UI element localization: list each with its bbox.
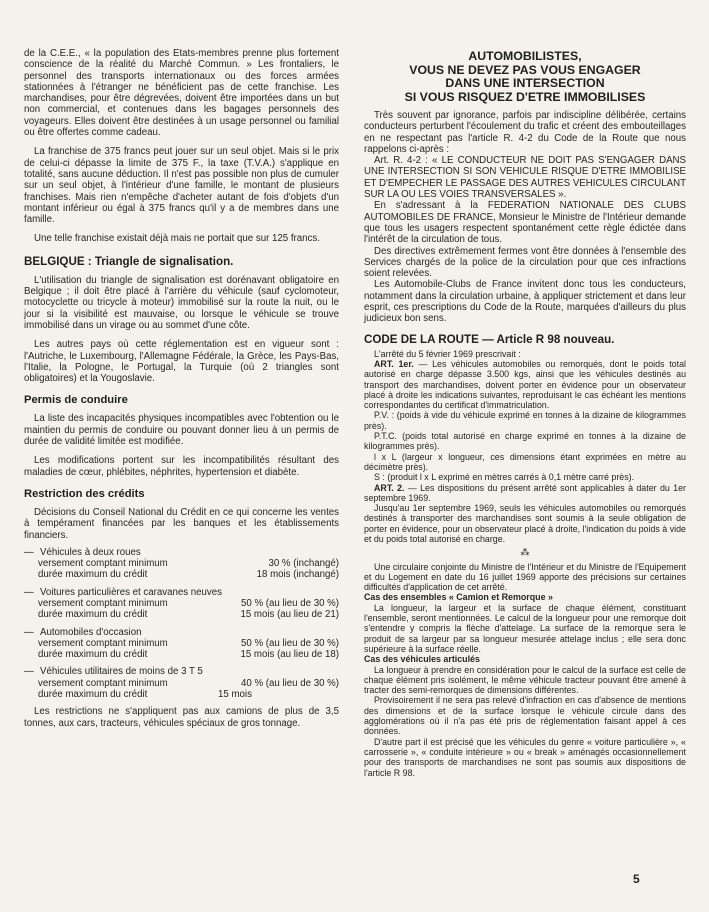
left-column (24, 48, 339, 737)
credit-label: versement comptant minimum (38, 637, 168, 649)
credit-label: versement comptant minimum (38, 558, 168, 570)
credit-label: durée maximum du crédit (38, 609, 148, 621)
credit-value: 15 mois (au lieu de 18) (240, 649, 339, 661)
paragraph-franchise-375: La franchise de 375 francs peut jouer sur un seul objet. Mais si le prix de celui-ci dépasse la limite de 375 F., la taxe (T.V.A.) s'applique en totalité, sans aucune déduction. Il n'est pas possible non plus de cumuler sur un seul objet, à l'intérieur d'une famille, le montant de plusieurs franchises. Mais rien n'empêche d'acheter autant de fois d'objets d'un montant inférieur ou égal à 375 francs qu'il y a de membres dans une famille. (24, 146, 339, 226)
paragraph-s: S : (produit l x L exprimé en mètres carrés à 0,1 mètre carré près). (374, 472, 635, 483)
paragraph-triangle: L'utilisation du triangle de signalisation est dorénavant obligatoire en Belgique ; il doit être placé à l'arrière du véhicule (sauf cyclomoteur, motocyclette ou tricycle à moteur) immobilisé sur la route la nuit, ou le jour si la visibilité est mauvaise, ou lorsque le véhicule se trouve immobilisé dans un virage ou au sommet d'une côte. (24, 274, 339, 331)
credit-label: durée maximum du crédit (38, 649, 148, 661)
paragraph-provisoirement: Provisoirement il ne sera pas relevé d'infraction en cas d'absence de mentions des dimensions et de la surface lorsque le véhicule circule dans des agglomérations où il n'a pas été pris de réglementation faisant appel à ces données. (364, 695, 686, 737)
subheading-camion-remorque: Cas des ensembles « Camion et Remorque » (364, 592, 553, 603)
art2-text: — Les dispositions du présent arrêté sont applicables à dater du 1er septembre 1969. (364, 482, 686, 503)
credit-value: 30 % (inchangé) (268, 558, 339, 570)
paragraph-intersection-1: Très souvent par ignorance, parfois par indiscipline délibérée, certains conducteurs perturbent l'écoulement du trafic et créent des embouteillages en ne respectant pas l'article R. 4-2 du Code de la Route que nous rappelons ci-après : (364, 110, 686, 155)
credit-value: 15 mois (au lieu de 21) (240, 609, 339, 621)
paragraph-arrete: L'arrêté du 5 février 1969 prescrivait : (374, 348, 521, 359)
credit-label: durée maximum du crédit (38, 689, 148, 701)
credit-value: 15 mois (218, 689, 252, 701)
paragraph-jusquau: Jusqu'au 1er septembre 1969, seuls les véhicules automobiles ou remorqués destinés à transporter des marchandises sont soumis à la seule obligation de porter en évidence, pour un observateur placé à droite, l'indication du poids à vide et du poids total autorisé en charge. (364, 503, 686, 544)
art2-label: ART. 2. (374, 482, 405, 493)
credit-item-utilitaires (24, 666, 339, 700)
dash-mark: — (24, 666, 34, 678)
paragraph-voiture-particuliere: D'autre part il est précisé que les véhicules du genre « voiture particulière », « carrosserie », « conduite intérieure » ou « break » aménagés occasionnellement pour des transports de marchandises ne sont pas soumis aux dispositions de l'article R 98. (364, 736, 686, 778)
credit-value: 40 % (au lieu de 30 %) (240, 677, 339, 689)
paragraph-automobile-clubs: Les Automobile-Clubs de France invitent donc tous les conducteurs, notamment dans la circulation urbaine, à appliquer strictement et dans leur esprit, ces prescriptions du Code de la Route, marquées d'ailleurs du plus judicieux bon sens. (364, 279, 686, 325)
credit-title: Automobiles d'occasion (40, 626, 142, 638)
credit-label: versement comptant minimum (38, 677, 168, 689)
paragraph-federation: En s'adressant à la FEDERATION NATIONALE DES CLUBS AUTOMOBILES DE FRANCE, Monsieur le Ministre de l'Intérieur demande que tous les usagers respectent spontanément cette règle édictée dans l'intérêt de la circulation de tous. (364, 200, 686, 246)
right-column (364, 48, 686, 778)
credit-item-voitures-neuves (24, 587, 339, 621)
paragraph-directives: Des directives extrêmement fermes vont être données à l'ensemble des Services chargés de la police de la circulation pour que ces infractions soient relevées. (364, 245, 686, 280)
art1-label: ART. 1er. (374, 358, 414, 369)
credit-value: 50 % (au lieu de 30 %) (240, 597, 339, 609)
paragraph-lxl: l x L (largeur x longueur, ces dimensions étant exprimées en mètre au décimètre près). (364, 451, 686, 472)
paragraph-articules: La longueur à prendre en considération pour le calcul de la surface est celle de chaque élément pris isolément, le même véhicule tracteur pouvant être amené à tracter des semi-remorques de dimensions différentes. (364, 664, 686, 696)
article-r98-body (364, 349, 686, 778)
paragraph-credits-exceptions: Les restrictions ne s'appliquent pas aux camions de plus de 3,5 tonnes, aux cars, tracteurs, véhicules spéciaux de gros tonnage. (24, 706, 339, 729)
heading-permis: Permis de conduire (24, 394, 128, 407)
banner-line: SI VOUS RISQUEZ D'ETRE IMMOBILISES (404, 89, 646, 104)
paragraph-circulaire: Une circulaire conjointe du Ministre de l'Intérieur et du Ministre de l'Equipement et du Logement en date du 16 juillet 1969 apporte des précisions sur certaines difficultés d'application de cet arrêté. (364, 561, 686, 593)
paragraph-ptc: P.T.C. (poids total autorisé en charge exprimé en tonnes à la dizaine de kilogrammes près). (364, 431, 686, 452)
banner-line: VOUS NE DEVEZ PAS VOUS ENGAGER (409, 62, 641, 77)
dash-mark: — (24, 546, 34, 558)
paragraph-credits-intro: Décisions du Conseil National du Crédit en ce qui concerne les ventes à tempérament financées par les banques et les établissements financiers. (24, 506, 339, 541)
credit-value: 18 mois (inchangé) (256, 569, 339, 581)
paragraph-article-r42: Art. R. 4-2 : « LE CONDUCTEUR NE DOIT PAS S'ENGAGER DANS UNE INTERSECTION SI SON VEHICULE RISQUE D'ETRE IMMOBILISE ET D'EMPECHER LE PASSAGE DES AUTRES VEHICULES CIRCULANT SUR LA OU LES VOIES TRANSVERSALES ». (364, 155, 686, 201)
paragraph-franchise-125: Une telle franchise existait déjà mais ne portait que sur 125 francs. (34, 233, 320, 245)
banner-line: DANS UNE INTERSECTION (445, 76, 605, 90)
heading-code-route: CODE DE LA ROUTE — Article R 98 nouveau. (364, 332, 615, 346)
banner-line: AUTOMOBILISTES, (468, 49, 582, 63)
credit-label: durée maximum du crédit (38, 569, 148, 581)
credit-item-occasion (24, 627, 339, 661)
credit-item-deux-roues (24, 547, 339, 581)
banner-title (364, 50, 686, 104)
subheading-articules: Cas des véhicules articulés (364, 654, 480, 665)
heading-credits: Restriction des crédits (24, 487, 145, 500)
paragraph-pv: P.V. : (poids à vide du véhicule exprimé en tonnes à la dizaine de kilogrammes près). (364, 410, 686, 431)
paragraph-other-countries: Les autres pays où cette réglementation est en vigueur sont : l'Autriche, le Luxembourg, l'Allemagne Fédérale, la Grèce, les Pays-Bas, l'Italie, la Pologne, le Portugal, la Turquie (où 2 triangles sont obligatoires) et la Yougoslavie. (24, 339, 339, 385)
paragraph-art2 (364, 483, 686, 504)
credit-title: Véhicules utilitaires de moins de 3 T 5 (40, 666, 203, 678)
paragraph-camion-remorque: La longueur, la largeur et la surface de chaque élément, constituant l'ensemble, seront mentionnées. Le calcul de la longueur pour une remorque doit s'entendre y compris la flèche d'attelage. La surface de la remorque sera le produit de sa largeur par sa longueur mesurée attelage inclus ; elle sera donc supérieure à la surface réelle. (364, 602, 686, 654)
credit-title: Voitures particulières et caravanes neuves (40, 586, 223, 598)
paragraph-permis-1: La liste des incapacités physiques incompatibles avec l'obtention ou le maintien du permis de conduire ou pouvant donner lieu à un permis de durée de validité limitée est modifiée. (24, 413, 339, 448)
dash-mark: — (24, 626, 34, 638)
heading-belgique: BELGIQUE : Triangle de signalisation. (24, 254, 234, 268)
art1-text: — Les véhicules automobiles ou remorqués, dont le poids total autorisé en charge dépasse 3.500 kgs, ainsi que les véhicules destinés au transport des marchandises, doivent porter en évidence pour un observateur placé à droite les indications suivantes, reproduisant le cas échéant les mentions correspondantes du certificat d'immatriculation. (364, 358, 686, 411)
paragraph-franchise-intro: de la C.E.E., « la population des Etats-membres prenne plus fortement conscience de la réalité du Marché Commun. » Les frontaliers, le personnel des transports internationaux ou des forces armées stationnées à l'étranger ne bénéficient pas de cette franchise. Les marchandises, pour être dégrevées, doivent être importées dans un but non commercial, et contenues dans les bagages personnels des voyageurs. Elles doivent être destinées à un usage personnel ou familial ou être offertes comme cadeau. (24, 48, 339, 139)
credit-title: Véhicules à deux roues (40, 546, 141, 558)
dash-mark: — (24, 586, 34, 598)
credit-label: versement comptant minimum (38, 597, 168, 609)
paragraph-permis-2: Les modifications portent sur les incompatibilités résultant des maladies de cœur, phlébites, néphrites, hypertension et diabète. (24, 455, 339, 478)
page-number: 5 (633, 872, 640, 886)
paragraph-art1 (364, 359, 686, 410)
credit-value: 50 % (au lieu de 30 %) (240, 637, 339, 649)
section-separator-icon: ⁂ (520, 547, 530, 558)
